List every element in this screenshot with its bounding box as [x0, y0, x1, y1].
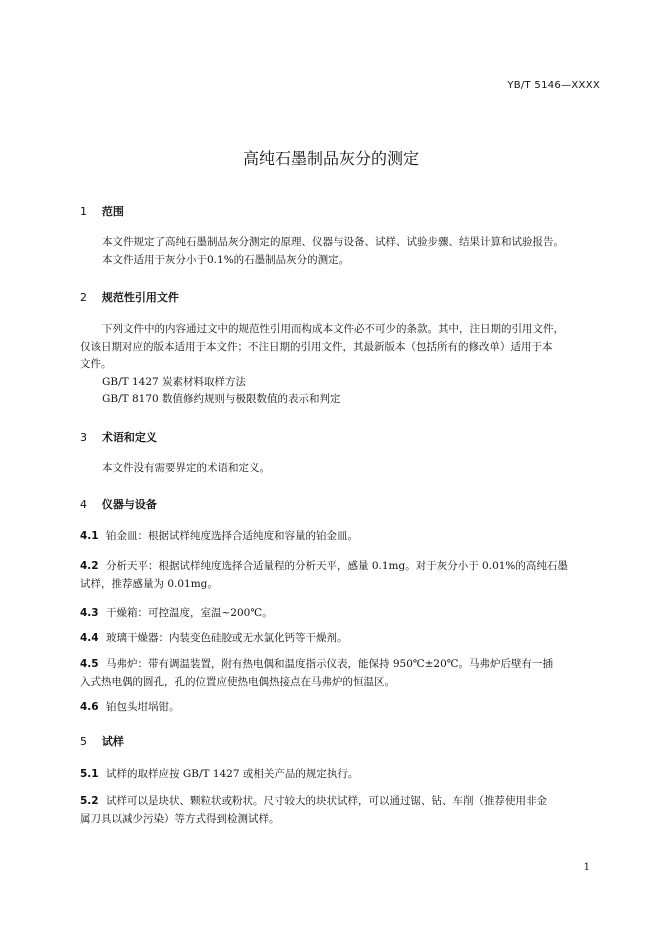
clause-text: 分析天平：根据试样纯度选择合适量程的分析天平，感量 0.1mg。对于灰分小于 0.01%的高纯石墨: [106, 560, 568, 572]
section-title: 仪器与设备: [101, 498, 157, 511]
clause-5-2: [80, 792, 547, 810]
section-1-heading: [80, 203, 124, 219]
clause-4-5: [80, 655, 553, 673]
clause-text: 干燥箱：可控温度，室温~200℃。: [106, 607, 273, 619]
clause-4-3: [80, 604, 273, 622]
clause-5-1: [80, 765, 358, 783]
clause-text: 铂金皿：根据试样纯度选择合适纯度和容量的铂金皿。: [106, 530, 358, 542]
section-4-heading: [80, 496, 157, 512]
section-2-paragraph-line-1: 下列文件中的内容通过文中的规范性引用而构成本文件必不可少的条款。其中，注日期的引用文件，: [102, 323, 564, 335]
section-title: 规范性引用文件: [101, 291, 179, 304]
clause-4-4: [80, 629, 348, 647]
document-title: 高纯石墨制品灰分的测定: [242, 149, 419, 168]
clause-text: 玻璃干燥器：内装变色硅胶或无水氯化钙等干燥剂。: [106, 632, 348, 644]
section-2-paragraph-line-2: 仅该日期对应的版本适用于本文件；不注日期的引用文件，其最新版本（包括所有的修改单）适用于本: [80, 341, 553, 353]
clause-4-2-continued: 试样，推荐感量为 0.01mg。: [80, 578, 218, 590]
clause-4-1: [80, 527, 358, 545]
clause-text: 试样的取样应按 GB/T 1427 或相关产品的规定执行。: [106, 768, 359, 780]
section-number: 2: [80, 291, 87, 304]
section-1-paragraph-1: 本文件规定了高纯石墨制品灰分测定的原理、仪器与设备、试样、试验步骤、结果计算和试验报告。: [102, 236, 564, 248]
section-title: 术语和定义: [101, 431, 157, 444]
clause-number: 4.1: [80, 530, 99, 542]
clause-number: 4.2: [80, 560, 99, 572]
clause-text: 马弗炉：带有调温装置，附有热电偶和温度指示仪表，能保持 950℃±20℃。马弗炉后壁有一插: [106, 658, 554, 670]
clause-5-2-continued: 属刀具以减少污染）等方式得到检测试样。: [80, 813, 280, 825]
section-title: 试样: [101, 735, 124, 748]
clause-number: 4.5: [80, 658, 99, 670]
section-number: 4: [80, 498, 87, 511]
section-title: 范围: [101, 205, 124, 218]
section-2-paragraph-line-3: 文件。: [80, 358, 112, 370]
page-number: 1: [583, 862, 590, 873]
clause-number: 5.1: [80, 768, 99, 780]
normative-reference-1: GB/T 1427 炭素材料取样方法: [102, 376, 247, 388]
clause-4-5-continued: 入式热电偶的圆孔，孔的位置应使热电偶热接点在马弗炉的恒温区。: [80, 676, 395, 688]
clause-number: 5.2: [80, 795, 99, 807]
section-number: 3: [80, 431, 87, 444]
clause-text: 铂包头坩埚钳。: [106, 701, 180, 713]
clause-4-2: [80, 557, 568, 575]
section-number: 5: [80, 735, 87, 748]
clause-number: 4.4: [80, 632, 99, 644]
section-3-paragraph: 本文件没有需要界定的术语和定义。: [102, 462, 270, 474]
section-number: 1: [80, 205, 87, 218]
section-1-paragraph-2: 本文件适用于灰分小于0.1%的石墨制品灰分的测定。: [102, 254, 350, 266]
section-2-heading: [80, 289, 179, 305]
clause-4-6: [80, 698, 180, 716]
section-5-heading: [80, 733, 124, 749]
normative-reference-2: GB/T 8170 数值修约规则与极限数值的表示和判定: [102, 393, 341, 405]
section-3-heading: [80, 429, 157, 445]
standard-code: YB/T 5146—XXXX: [507, 80, 600, 91]
clause-number: 4.6: [80, 701, 99, 713]
clause-number: 4.3: [80, 607, 99, 619]
clause-text: 试样可以是块状、颗粒状或粉状。尺寸较大的块状试样，可以通过锯、钻、车削（推荐使用非金: [106, 795, 547, 807]
